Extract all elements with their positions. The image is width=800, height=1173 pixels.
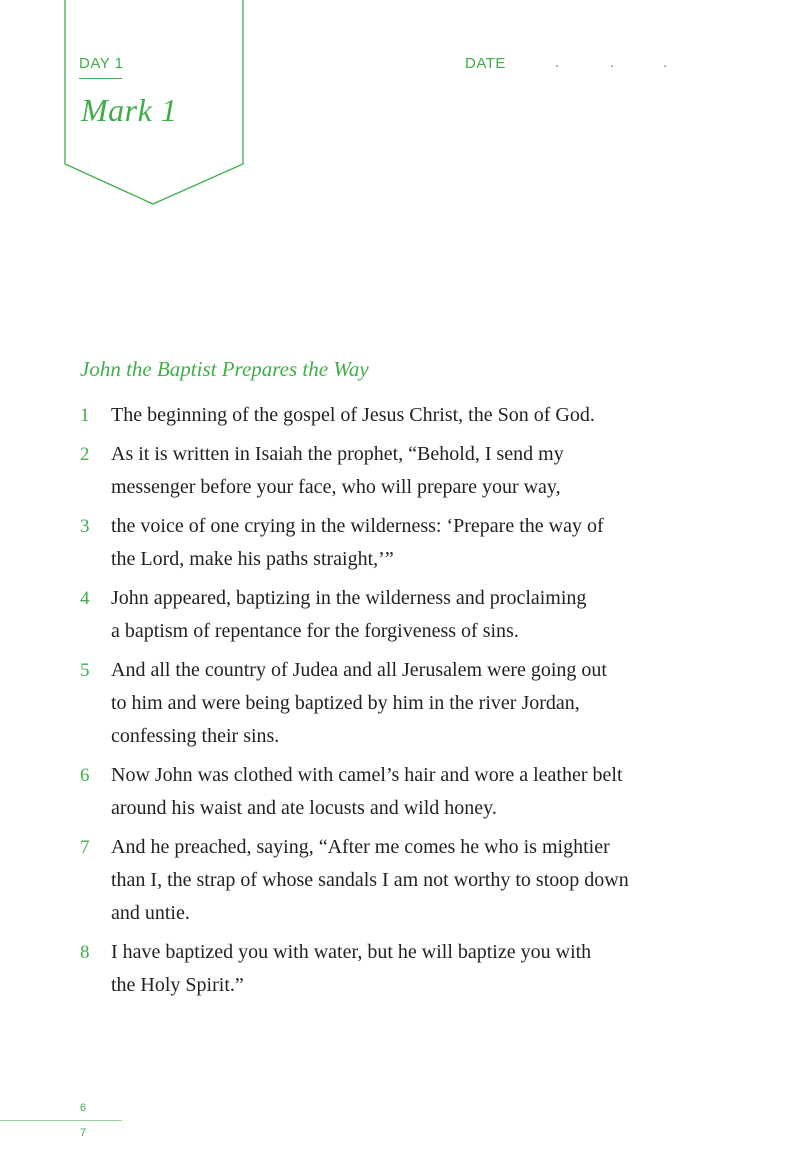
- verse-text-line: And he preached, saying, “After me comes he who is mightier: [111, 836, 610, 858]
- verse-item: [80, 438, 680, 504]
- verse-text-line: the Holy Spirit.”: [111, 974, 244, 996]
- verse-text-line: around his waist and ate locusts and wild honey.: [111, 797, 497, 819]
- section-heading: John the Baptist Prepares the Way: [80, 357, 369, 381]
- verse-text-line: And all the country of Judea and all Jerusalem were going out: [111, 659, 607, 681]
- date-separator: .: [663, 54, 668, 71]
- verse-item: [80, 831, 680, 930]
- verse-number: 2: [80, 444, 90, 465]
- verse-number: 4: [80, 588, 90, 609]
- verse-number: 6: [80, 765, 90, 786]
- day-label: DAY 1: [79, 55, 124, 72]
- verse-text-line: than I, the strap of whose sandals I am not worthy to stoop down: [111, 869, 629, 891]
- verse-text-line: the voice of one crying in the wilderness: ‘Prepare the way of: [111, 515, 604, 537]
- verse-number: 8: [80, 942, 90, 963]
- verse-item: [80, 654, 680, 753]
- verse-number: 3: [80, 516, 90, 537]
- verse-text-line: messenger before your face, who will prepare your way,: [111, 476, 561, 498]
- verse-number: 7: [80, 837, 90, 858]
- verse-item: [80, 510, 680, 576]
- page-number-bottom: 7: [80, 1127, 87, 1139]
- date-separator: .: [555, 54, 560, 71]
- page-number-divider: [0, 1120, 122, 1121]
- chapter-title: Mark 1: [81, 92, 178, 128]
- verse-item: [80, 759, 680, 825]
- verse-text-line: The beginning of the gospel of Jesus Christ, the Son of God.: [111, 404, 595, 426]
- page-number-top: 6: [80, 1102, 87, 1114]
- verse-list: [80, 399, 680, 1008]
- verse-item: [80, 399, 680, 432]
- verse-text-line: I have baptized you with water, but he will baptize you with: [111, 941, 592, 963]
- verse-number: 5: [80, 660, 90, 681]
- day-underline: [79, 78, 122, 79]
- date-separator: .: [610, 54, 615, 71]
- verse-text-line: Now John was clothed with camel’s hair and wore a leather belt: [111, 764, 623, 786]
- verse-item: [80, 582, 680, 648]
- verse-number: 1: [80, 405, 90, 426]
- verse-text-line: confessing their sins.: [111, 725, 280, 747]
- verse-text-line: a baptism of repentance for the forgiveness of sins.: [111, 620, 519, 642]
- verse-item: [80, 936, 680, 1002]
- verse-text-line: the Lord, make his paths straight,’”: [111, 548, 394, 570]
- verse-text-line: to him and were being baptized by him in the river Jordan,: [111, 692, 580, 714]
- verse-text-line: and untie.: [111, 902, 190, 924]
- verse-text-line: As it is written in Isaiah the prophet, “Behold, I send my: [111, 443, 564, 465]
- verse-text-line: John appeared, baptizing in the wilderness and proclaiming: [111, 587, 587, 609]
- date-label: DATE: [465, 55, 506, 72]
